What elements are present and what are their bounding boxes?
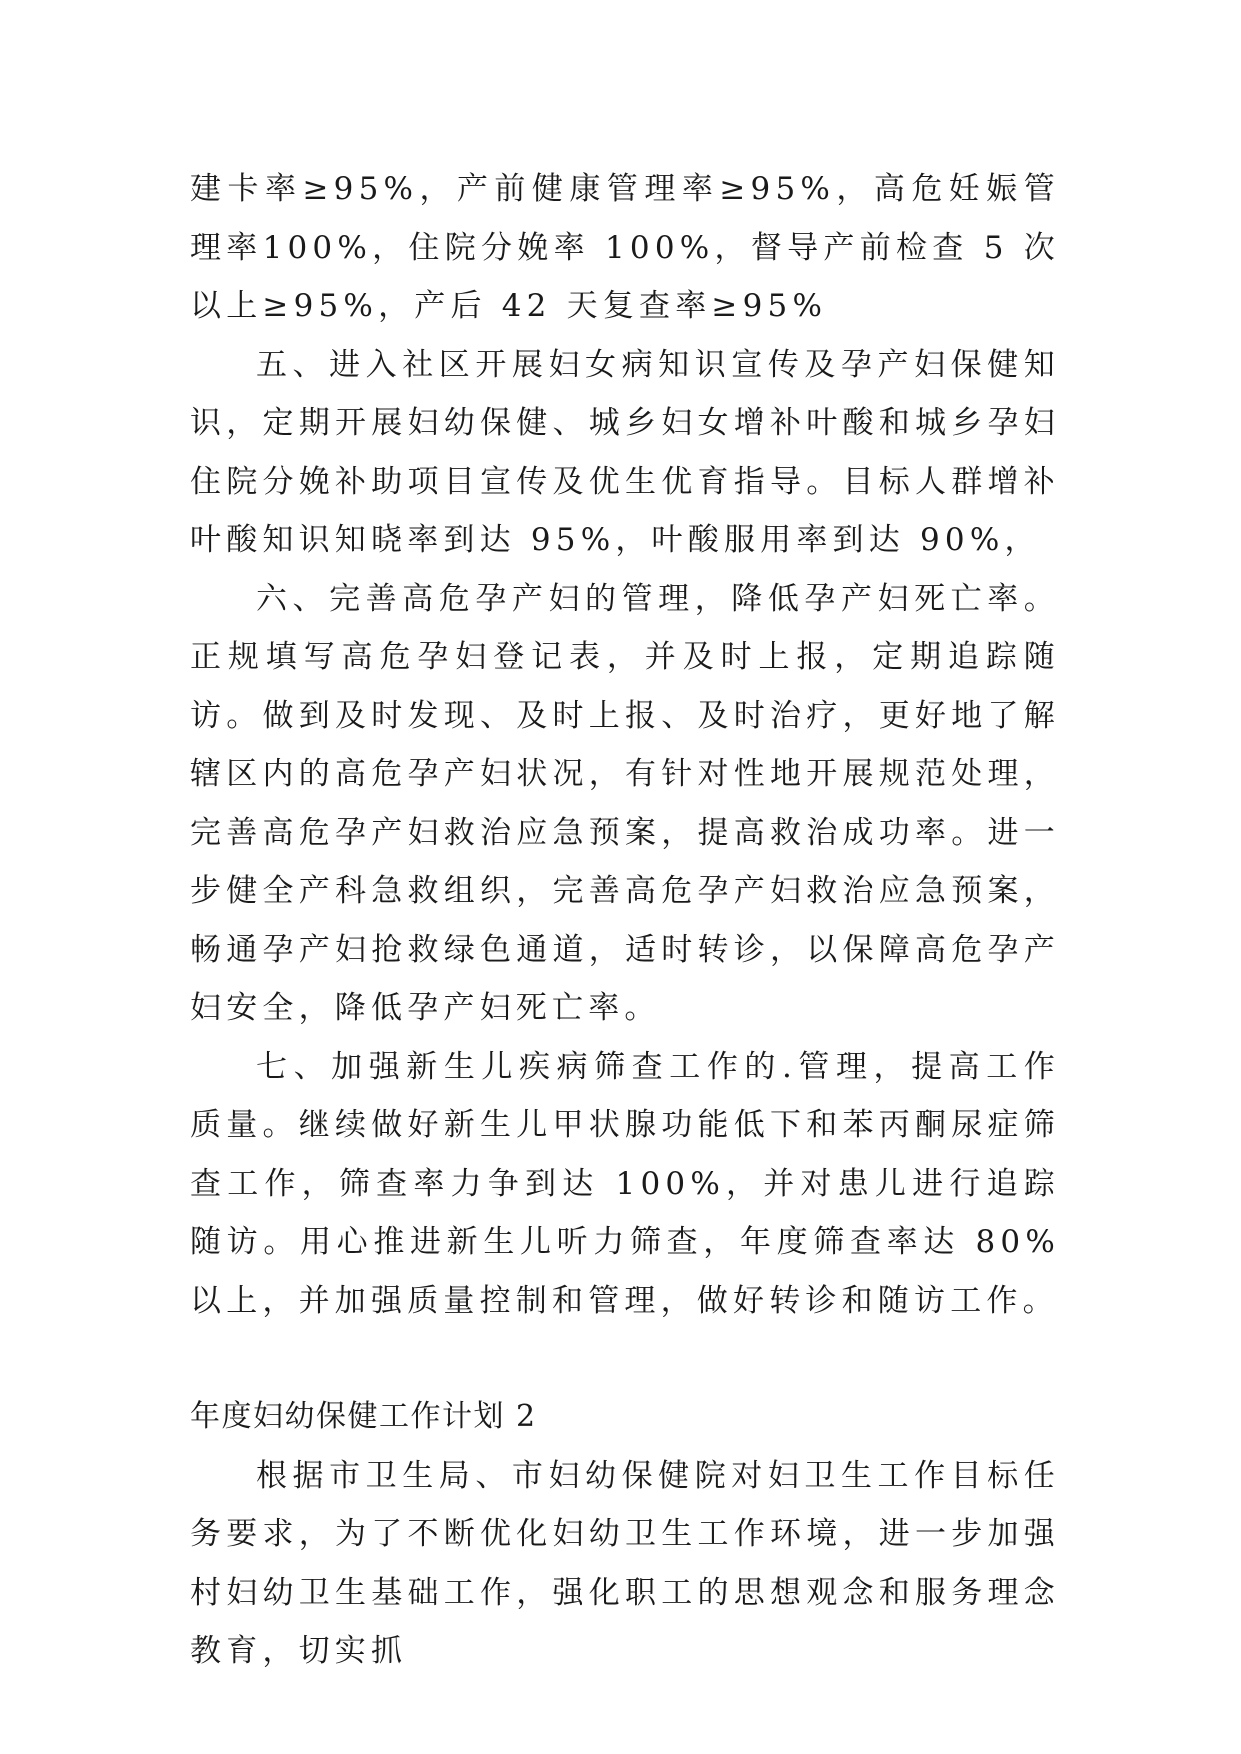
paragraph-seven: 七、加强新生儿疾病筛查工作的.管理，提高工作质量。继续做好新生儿甲状腺功能低下和苯丙酮尿症筛查工作，筛查率力争到达 100%，并对患儿进行追踪随访。用心推进新生儿听力筛查，年度筛查率达 80%以上，并加强质量控制和管理，做好转诊和随访工作。 — [190, 1048, 1060, 1319]
document-page — [190, 160, 1060, 1681]
paragraph-five: 五、进入社区开展妇女病知识宣传及孕产妇保健知识，定期开展妇幼保健、城乡妇女增补叶酸和城乡孕妇住院分娩补助项目宣传及优生优育指导。目标人群增补叶酸知识知晓率到达 95%，叶酸服用率到达 90%， — [190, 346, 1060, 558]
section-spacer — [190, 1330, 1060, 1388]
paragraph-six: 六、完善高危孕产妇的管理，降低孕产妇死亡率。正规填写高危孕妇登记表，并及时上报，定期追踪随访。做到及时发现、及时上报、及时治疗，更好地了解辖区内的高危孕产妇状况，有针对性地开展规范处理，完善高危孕产妇救治应急预案，提高救治成功率。进一步健全产科急救组织，完善高危孕产妇救治应急预案，畅通孕产妇抢救绿色通道，适时转诊，以保障高危孕产妇安全，降低孕产妇死亡率。 — [190, 580, 1060, 1026]
paragraph-targets: 建卡率≥95%，产前健康管理率≥95%，高危妊娠管理率100%，住院分娩率 100%，督导产前检查 5 次以上≥95%，产后 42 天复查率≥95% — [190, 171, 1060, 324]
paragraph-plan-intro: 根据市卫生局、市妇幼保健院对妇卫生工作目标任务要求，为了不断优化妇幼卫生工作环境，进一步加强村妇幼卫生基础工作，强化职工的思想观念和服务理念教育，切实抓 — [190, 1457, 1060, 1669]
section-title: 年度妇幼保健工作计划 2 — [190, 1399, 537, 1434]
